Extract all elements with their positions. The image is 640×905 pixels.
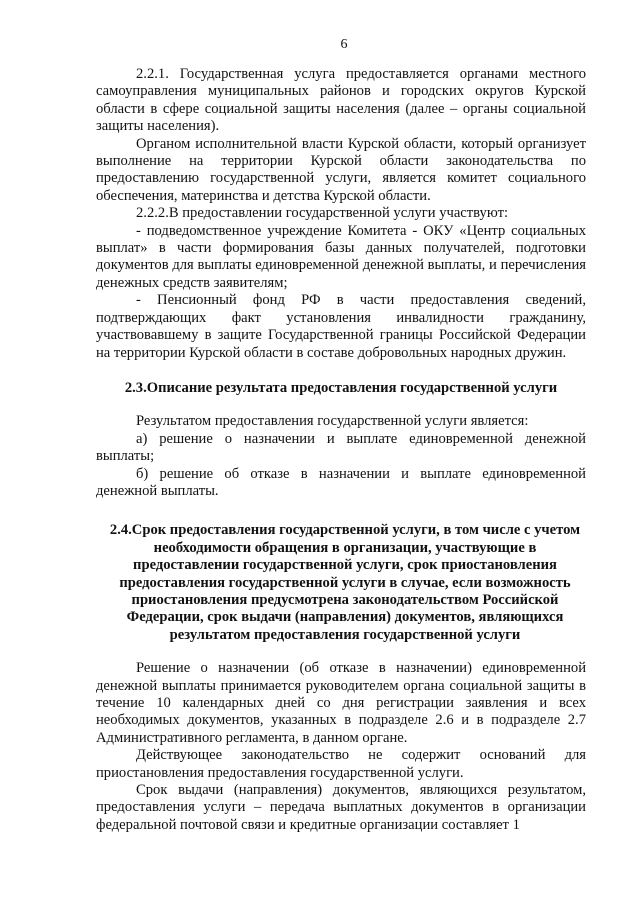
paragraph-executive-authority: Органом исполнительной власти Курской области, который организует выполнение на территории Курской области законодательства по предоставлению государственной услуги, является комитет социального обеспечения, материнства и детства Курской области. (96, 135, 586, 204)
page-number: 6 (340, 37, 348, 52)
list-item-result-b: б) решение об отказе в назначении и выплате единовременной денежной выплаты. (96, 465, 586, 499)
section-2-2-2 (96, 205, 586, 362)
heading-2-4: 2.4.Срок предоставления государственной услуги, в том числе с учетом необходимости обращения в организации, участвующие в предоставлении государственной услуги, срок приостановления предоставления государственной услуги в случае, если возможность приостановления предусмотрена законодательством Российской Федерации, срок выдачи (направления) документов, являющихся результатом предоставления государственной услуги (109, 522, 581, 643)
section-2-2-1 (96, 66, 586, 205)
list-item-result-a: а) решение о назначении и выплате единовременной денежной выплаты; (96, 430, 586, 465)
section-2-3 (96, 380, 586, 500)
list-item-social-payments-center: - подведомственное учреждение Комитета - ОКУ «Центр социальных выплат» в части формирования базы данных получателей, подготовки документов для выплаты единовременной денежной выплаты, и перечисления денежных средств заявителям; (96, 222, 586, 291)
paragraph-issue-term: Срок выдачи (направления) документов, являющихся результатом, предоставления услуги – передача выплатных документов в организации федеральной почтовой связи и кредитные организации составляет 1 (96, 782, 586, 833)
paragraph-result-intro: Результатом предоставления государственной услуги является: (136, 413, 529, 430)
paragraph-2-2-2: 2.2.2.В предоставлении государственной услуги участвуют: (136, 205, 508, 222)
list-item-pension-fund: - Пенсионный фонд РФ в части предоставления сведений, подтверждающих факт установления инвалидности гражданину, участвовавшему в защите Государственной границы Российской Федерации на территории Курской области в составе добровольных народных дружин. (96, 292, 586, 361)
section-2-4 (96, 522, 586, 834)
document-page (96, 36, 586, 834)
paragraph-no-suspension: Действующее законодательство не содержит оснований для приостановления предоставления государственной услуги. (96, 747, 586, 781)
heading-2-3: 2.3.Описание результата предоставления государственной услуги (124, 379, 558, 396)
paragraph-decision-term: Решение о назначении (об отказе в назначении) единовременной денежной выплаты принимается руководителем органа социальной защиты в течение 10 календарных дней со дня регистрации заявления и всех необходимых документов, указанных в подразделе 2.6 и в подразделе 2.7 Административного регламента, в данном органе. (96, 660, 586, 746)
paragraph-2-2-1: 2.2.1. Государственная услуга предоставляется органами местного самоуправления муниципальных районов и городских округов Курской области в сфере социальной защиты населения (далее – органы социальной защиты населения). (96, 66, 586, 135)
